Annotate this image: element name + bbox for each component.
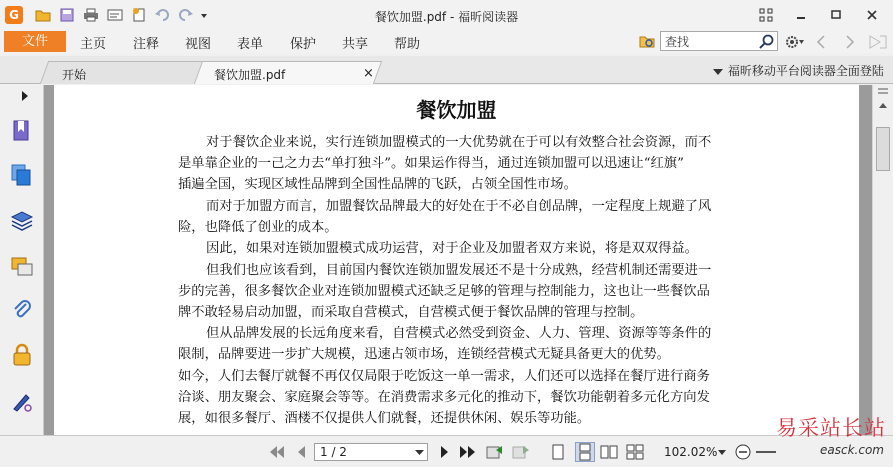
menu-help[interactable]: 帮助: [394, 37, 421, 52]
paragraph-line: 插遍全国，实现区域性品牌到全国性品牌的飞跃，占领全国性市场。: [178, 177, 577, 192]
pages-thumbnail-icon[interactable]: [10, 163, 34, 187]
scrollbar-thumb[interactable]: [876, 127, 890, 171]
tab-close-icon[interactable]: ×: [363, 66, 374, 81]
zoom-level[interactable]: 102.02%: [664, 445, 718, 459]
single-page-view-icon[interactable]: [550, 444, 566, 460]
attachments-icon[interactable]: [10, 298, 34, 322]
facing-view-icon[interactable]: [600, 444, 618, 460]
signature-icon[interactable]: [10, 389, 34, 413]
next-page-icon[interactable]: [437, 444, 453, 460]
menu-view[interactable]: 视图: [185, 37, 212, 52]
previous-result-icon[interactable]: [814, 33, 828, 51]
paragraph-line: 限制，品牌要进一步扩大规模，迅速占领市场，连锁经营模式无疑具备更大的优势。: [178, 347, 670, 362]
menu-protect[interactable]: 保护: [290, 37, 317, 52]
expand-panel-icon[interactable]: [20, 89, 34, 113]
settings-gear-icon[interactable]: [784, 33, 806, 51]
next-view-icon[interactable]: [512, 444, 530, 460]
next-result-icon[interactable]: [843, 33, 857, 51]
document-title: 餐饮加盟: [416, 98, 497, 122]
pdf-page: [54, 85, 859, 435]
paragraph-line: 因此，如果对连锁加盟模式成功运营，对于企业及加盟者双方来说，将是双双得益。: [206, 241, 698, 256]
menu-file[interactable]: 文件: [4, 31, 66, 52]
minimize-button[interactable]: [790, 5, 812, 25]
paragraph-line: 牌不敢轻易启动加盟，而采取自营模式，自营模式便于餐饮品牌的管理与控制。: [178, 305, 644, 320]
paragraph-line: 险，也降低了创业的成本。: [178, 220, 338, 235]
zoom-dropdown-icon[interactable]: [717, 444, 727, 460]
watermark-text: 易采站长站: [776, 416, 886, 440]
tab-start-label[interactable]: 开始: [62, 68, 87, 82]
first-page-icon[interactable]: [270, 444, 286, 460]
menu-share[interactable]: 共享: [342, 37, 369, 52]
page-number-value[interactable]: 1 / 2: [320, 445, 347, 459]
banner-dropdown-icon[interactable]: [712, 67, 724, 77]
paragraph-line: 步的完善，很多餐饮企业对连锁加盟模式还缺乏足够的管理与控制能力，这也让一些餐饮品: [178, 284, 710, 299]
watermark-url: easck.com: [820, 443, 884, 457]
tab-document-label[interactable]: 餐饮加盟.pdf: [214, 68, 286, 82]
paragraph-line: 而对于加盟方而言，加盟餐饮品牌最大的好处在于不必自创品牌，一定程度上规避了风: [206, 199, 712, 214]
expand-ribbon-icon[interactable]: [868, 33, 888, 51]
menu-home[interactable]: 主页: [80, 37, 107, 52]
bookmarks-icon[interactable]: [10, 119, 34, 143]
navigation-panel: [0, 85, 44, 435]
find-folder-icon[interactable]: [638, 32, 656, 50]
paragraph-line: 展，如很多餐厅、酒楼不仅提供人们就餐，还提供休闲、娱乐等功能。: [178, 411, 591, 426]
paragraph-line: 对于餐饮企业来说，实行连锁加盟模式的一大优势就在于可以有效整合社会资源，而不: [206, 135, 712, 150]
scroll-up-icon[interactable]: [878, 101, 888, 109]
maximize-button[interactable]: [825, 5, 847, 25]
previous-view-icon[interactable]: [486, 444, 504, 460]
continuous-facing-view-icon[interactable]: [626, 444, 644, 460]
continuous-view-icon[interactable]: [575, 442, 595, 462]
security-lock-icon[interactable]: [10, 343, 34, 367]
zoom-slider[interactable]: [756, 451, 776, 453]
fullscreen-icon[interactable]: [755, 5, 777, 25]
paragraph-line: 但从品牌发展的长远角度来看，自营模式必然受到资金、人力、管理、资源等等条件的: [206, 326, 712, 341]
search-input[interactable]: [665, 34, 755, 49]
layers-icon[interactable]: [10, 209, 34, 233]
scroll-split-icon[interactable]: [878, 87, 888, 97]
paragraph-line: 如今，人们去餐厅就餐不再仅仅局限于吃饭这一单一需求，人们还可以选择在餐厅进行商务: [178, 369, 710, 384]
last-page-icon[interactable]: [459, 444, 477, 460]
page-dropdown-icon[interactable]: [415, 449, 424, 456]
status-bar: [0, 435, 893, 467]
menu-comment[interactable]: 注释: [133, 37, 160, 52]
previous-page-icon[interactable]: [294, 444, 310, 460]
title-bar: [0, 0, 893, 30]
vertical-scrollbar[interactable]: [872, 85, 893, 435]
search-icon[interactable]: [759, 34, 774, 49]
search-box[interactable]: [660, 31, 778, 51]
page-number-field[interactable]: [314, 443, 428, 461]
window-title: 餐饮加盟.pdf - 福昕阅读器: [374, 10, 519, 24]
paragraph-line: 但我们也应该看到，目前国内餐饮连锁加盟发展还不是十分成熟，经营机制还需要进一: [206, 263, 712, 278]
document-viewport[interactable]: [44, 85, 872, 435]
comments-icon[interactable]: [10, 255, 34, 279]
paragraph-line: 洽谈、朋友聚会、家庭聚会等等。在消费需求多元化的推动下，餐饮功能朝着多元化方向发: [178, 390, 710, 405]
close-button[interactable]: [861, 5, 883, 25]
menu-form[interactable]: 表单: [237, 37, 264, 52]
app-logo-icon[interactable]: G: [5, 6, 23, 24]
promo-banner[interactable]: [712, 62, 884, 79]
promo-banner-text: 福昕移动平台阅读器全面登陆: [727, 64, 884, 78]
paragraph-line: 是单靠企业的一己之力去“单打独斗”。如果运作得当，通过连锁加盟可以迅速让“红旗”: [178, 156, 684, 171]
zoom-out-icon[interactable]: [735, 444, 751, 460]
